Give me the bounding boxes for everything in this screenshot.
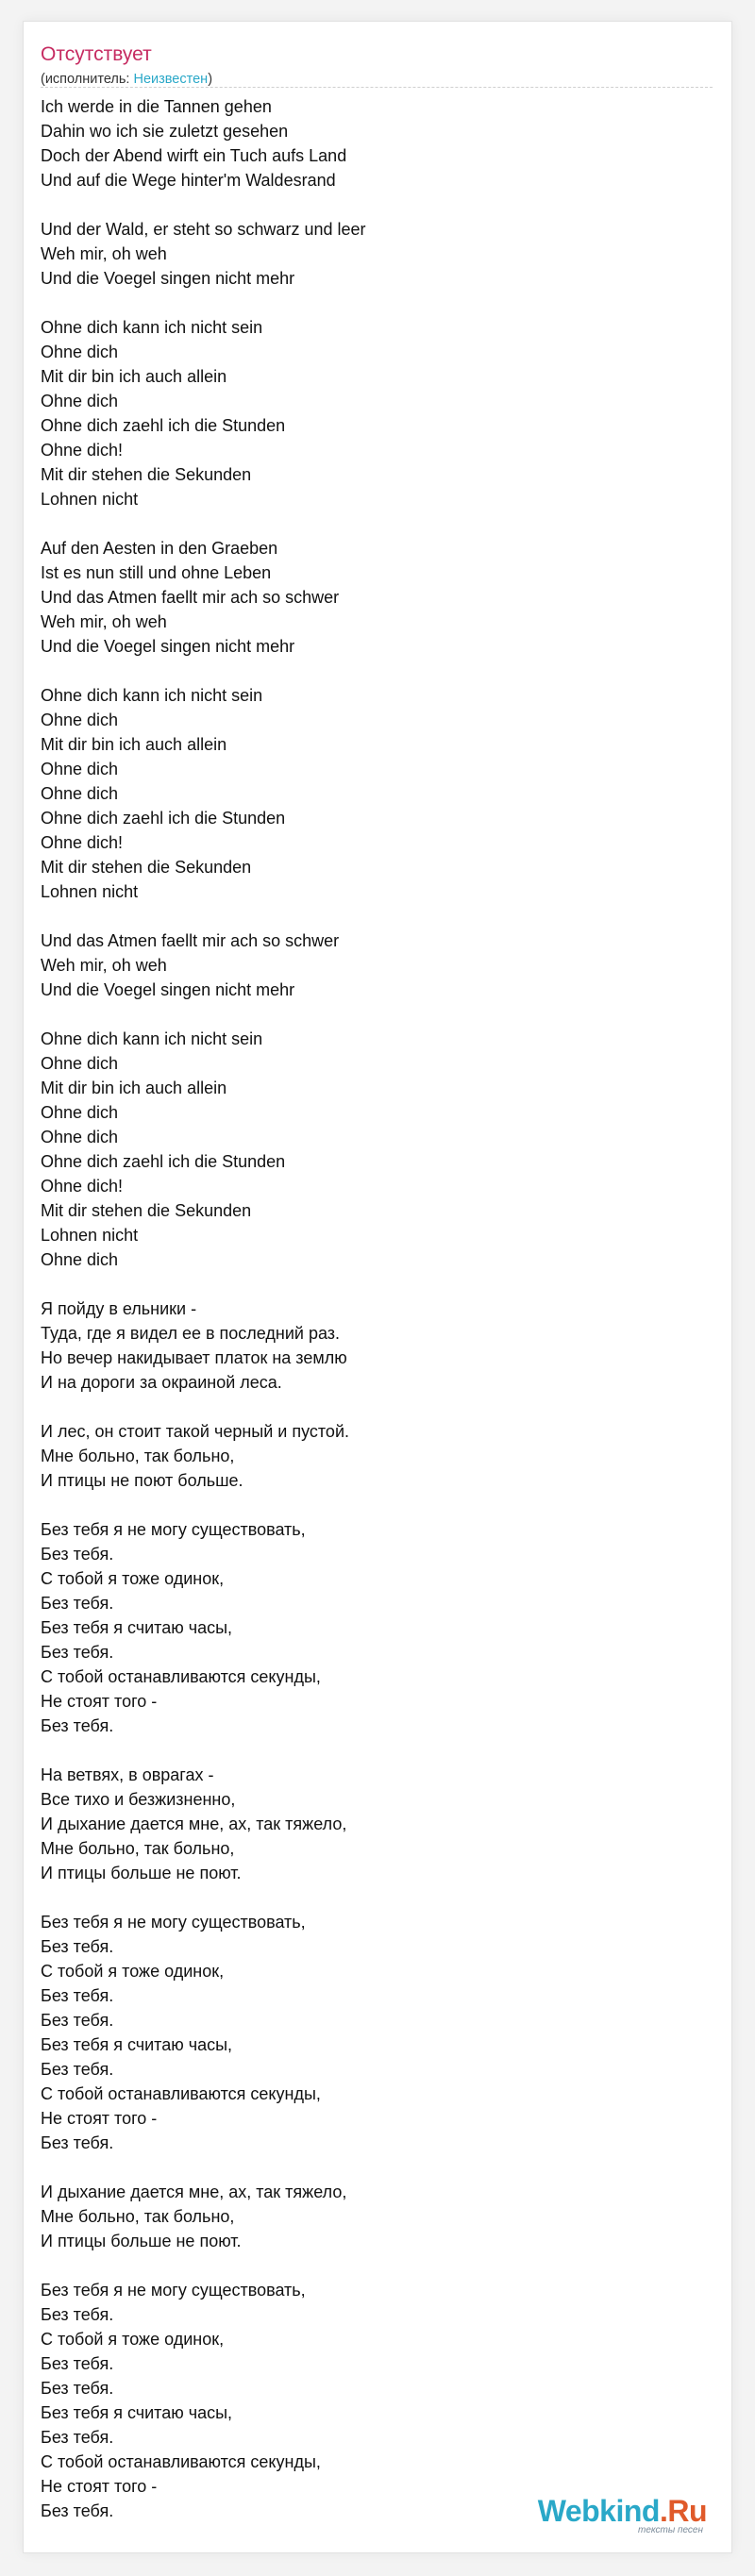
lyric-line: Lohnen nicht	[41, 490, 139, 509]
lyric-line: Мне больно, так больно,	[41, 1447, 235, 1465]
lyric-line: Не стоят того -	[41, 2477, 158, 2496]
header-divider	[41, 87, 713, 88]
song-title: Отсутствует	[41, 43, 152, 65]
lyric-line: С тобой я тоже одинок,	[41, 1569, 225, 1588]
lyric-line: И лес, он стоит такой черный и пустой.	[41, 1422, 349, 1441]
lyric-line: Mit dir bin ich auch allein	[41, 367, 227, 386]
lyric-line: Ohne dich	[41, 1250, 119, 1269]
stanza-break	[41, 904, 713, 928]
lyric-line: Без тебя я не могу существовать,	[41, 2281, 306, 2300]
lyric-line: Ich werde in die Tannen gehen	[41, 97, 272, 116]
lyric-line: Doch der Abend wirft ein Tuch aufs Land	[41, 146, 347, 165]
lyric-line: Ohne dich kann ich nicht sein	[41, 1029, 263, 1048]
lyric-line: Ohne dich	[41, 343, 119, 361]
lyric-line: Без тебя я считаю часы,	[41, 2035, 233, 2054]
artist-link[interactable]: Неизвестен	[133, 72, 209, 87]
lyric-line: Ohne dich kann ich nicht sein	[41, 686, 263, 705]
lyric-line: Без тебя.	[41, 1545, 114, 1564]
lyric-line: Weh mir, oh weh	[41, 244, 167, 263]
lyric-line: Без тебя я не могу существовать,	[41, 1520, 306, 1539]
lyric-line: Без тебя.	[41, 2011, 114, 2030]
stanza-break	[41, 2253, 713, 2278]
artist-suffix: )	[208, 72, 213, 87]
lyric-line: Und die Voegel singen nicht mehr	[41, 269, 295, 288]
lyric-line: Без тебя я считаю часы,	[41, 1618, 233, 1637]
lyric-line: Туда, где я видел ее в последний раз.	[41, 1324, 341, 1343]
lyric-line: Без тебя.	[41, 1986, 114, 2005]
stanza-break	[41, 291, 713, 315]
lyric-line: Мне больно, так больно,	[41, 1839, 235, 1858]
lyric-line: Weh mir, oh weh	[41, 612, 167, 631]
lyric-line: Ohne dich!	[41, 833, 124, 852]
lyric-line: Без тебя я не могу существовать,	[41, 1913, 306, 1932]
lyric-line: Ohne dich zaehl ich die Stunden	[41, 416, 286, 435]
logo-tld: .Ru	[659, 2494, 707, 2528]
stanza-break	[41, 1395, 713, 1419]
lyric-line: И на дороги за окраиной леса.	[41, 1373, 282, 1392]
lyric-line: Ohne dich	[41, 1103, 119, 1122]
lyric-line: Ohne dich	[41, 1128, 119, 1146]
lyric-line: Без тебя я считаю часы,	[41, 2403, 233, 2422]
webkind-logo[interactable]	[538, 2495, 707, 2535]
song-header	[41, 42, 713, 89]
lyric-line: Auf den Aesten in den Graeben	[41, 539, 278, 558]
stanza-break	[41, 1493, 713, 1517]
lyric-line: Ohne dich zaehl ich die Stunden	[41, 809, 286, 828]
lyric-line: И дыхание дается мне, ах, так тяжело,	[41, 1815, 347, 1833]
lyric-line: Mit dir stehen die Sekunden	[41, 858, 252, 877]
stanza-break	[41, 1738, 713, 1763]
stanza-break	[41, 2155, 713, 2180]
lyric-line: С тобой останавливаются секунды,	[41, 2452, 321, 2471]
lyric-line: Lohnen nicht	[41, 882, 139, 901]
lyric-line: Ohne dich	[41, 392, 119, 410]
lyric-line: Без тебя.	[41, 1716, 114, 1735]
lyric-line: И птицы не поют больше.	[41, 1471, 243, 1490]
lyric-line: Без тебя.	[41, 1643, 114, 1662]
stanza-break	[41, 511, 713, 536]
lyric-line: Без тебя.	[41, 2305, 114, 2324]
lyric-line: Ohne dich	[41, 760, 119, 778]
lyric-line: Без тебя.	[41, 1594, 114, 1613]
lyric-line: С тобой я тоже одинок,	[41, 2330, 225, 2349]
lyric-line: С тобой останавливаются секунды,	[41, 2084, 321, 2103]
lyric-line: Ohne dich zaehl ich die Stunden	[41, 1152, 286, 1171]
stanza-break	[41, 1885, 713, 1910]
stanza-break	[41, 192, 713, 217]
lyric-line: Без тебя.	[41, 2379, 114, 2398]
logo-main-text: Webkind	[537, 2494, 660, 2528]
lyric-line: Не стоят того -	[41, 1692, 158, 1711]
logo-tagline: тексты песен	[638, 2525, 703, 2535]
lyric-line: Без тебя.	[41, 1937, 114, 1956]
lyric-line: Все тихо и безжизненно,	[41, 1790, 236, 1809]
lyric-line: Lohnen nicht	[41, 1226, 139, 1245]
lyrics-card	[23, 21, 732, 2553]
lyric-line: Ohne dich!	[41, 1177, 124, 1196]
lyric-line: Ohne dich	[41, 1054, 119, 1073]
lyric-line: Und die Voegel singen nicht mehr	[41, 980, 295, 999]
lyric-line: Ohne dich	[41, 711, 119, 729]
lyric-line: С тобой останавливаются секунды,	[41, 1667, 321, 1686]
lyric-line: Mit dir bin ich auch allein	[41, 1079, 227, 1097]
lyric-line: Без тебя.	[41, 2354, 114, 2373]
lyric-line: Я пойду в ельники -	[41, 1299, 197, 1318]
lyric-line: Без тебя.	[41, 2060, 114, 2079]
lyric-line: Ohne dich!	[41, 441, 124, 460]
lyric-line: Ohne dich kann ich nicht sein	[41, 318, 263, 337]
lyric-line: Und das Atmen faellt mir ach so schwer	[41, 931, 340, 950]
lyric-line: Ist es nun still und ohne Leben	[41, 563, 272, 582]
lyric-line: Без тебя.	[41, 2428, 114, 2447]
artist-prefix: (исполнитель:	[41, 72, 134, 87]
lyric-line: Mit dir stehen die Sekunden	[41, 465, 252, 484]
lyric-line: Но вечер накидывает платок на землю	[41, 1348, 347, 1367]
lyric-line: Mit dir bin ich auch allein	[41, 735, 227, 754]
lyric-line: Und der Wald, er steht so schwarz und leer	[41, 220, 366, 239]
lyric-line: С тобой я тоже одинок,	[41, 1962, 225, 1981]
lyric-line: И птицы больше не поют.	[41, 1864, 242, 1882]
lyric-line: Und das Atmen faellt mir ach so schwer	[41, 588, 340, 607]
stanza-break	[41, 659, 713, 683]
lyric-line: Weh mir, oh weh	[41, 956, 167, 975]
lyric-line: Без тебя.	[41, 2501, 114, 2520]
stanza-break	[41, 1002, 713, 1027]
logo-wordmark	[538, 2495, 707, 2527]
lyric-line: Ohne dich	[41, 784, 119, 803]
lyric-line: Mit dir stehen die Sekunden	[41, 1201, 252, 1220]
lyric-line: Без тебя.	[41, 2133, 114, 2152]
lyric-line: Не стоят того -	[41, 2109, 158, 2128]
lyrics-text	[41, 94, 713, 2523]
lyric-line: И дыхание дается мне, ах, так тяжело,	[41, 2183, 347, 2201]
lyric-line: Und die Voegel singen nicht mehr	[41, 637, 295, 656]
artist-line	[41, 70, 713, 89]
lyric-line: На ветвях, в оврагах -	[41, 1765, 214, 1784]
stanza-break	[41, 1272, 713, 1296]
lyric-line: Und auf die Wege hinter'm Waldesrand	[41, 171, 336, 190]
lyric-line: И птицы больше не поют.	[41, 2232, 242, 2250]
lyric-line: Dahin wo ich sie zuletzt gesehen	[41, 122, 289, 141]
lyric-line: Мне больно, так больно,	[41, 2207, 235, 2226]
